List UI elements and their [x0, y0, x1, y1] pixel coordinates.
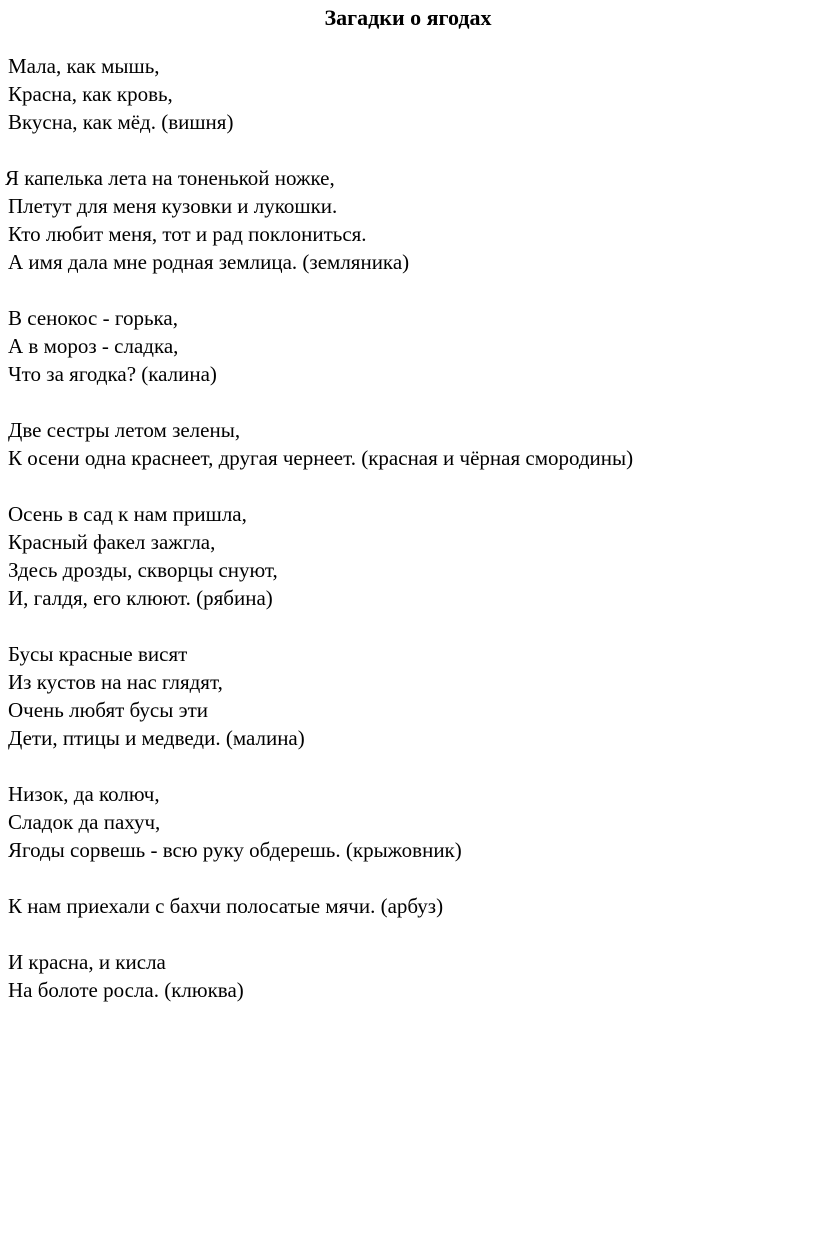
- riddle-line: Осень в сад к нам пришла,: [8, 502, 247, 526]
- riddle-line: Из кустов на нас глядят,: [8, 670, 223, 694]
- riddle-8: [8, 892, 808, 920]
- riddle-line: Очень любят бусы эти: [8, 698, 209, 722]
- riddle-line: Низок, да колюч,: [8, 782, 160, 806]
- riddle-line: В сенокос - горька,: [8, 306, 178, 330]
- riddle-2: [5, 164, 808, 276]
- riddle-line: А в мороз - сладка,: [8, 334, 179, 358]
- riddle-line: Вкусна, как мёд. (вишня): [8, 110, 234, 134]
- riddle-line: Мала, как мышь,: [8, 54, 160, 78]
- riddle-line: К нам приехали с бахчи полосатые мячи. (арбуз): [8, 894, 444, 918]
- riddle-6: [8, 640, 808, 752]
- riddle-line: Две сестры летом зелены,: [8, 418, 241, 442]
- riddle-4: [8, 416, 808, 472]
- riddle-5: [8, 500, 808, 612]
- riddle-7: [8, 780, 808, 864]
- riddle-line: На болоте росла. (клюква): [8, 978, 244, 1002]
- riddle-list: [5, 52, 808, 1032]
- document-title: Загадки о ягодах: [324, 5, 492, 30]
- riddle-line: Сладок да пахуч,: [8, 810, 161, 834]
- riddle-line: Красна, как кровь,: [8, 82, 173, 106]
- riddle-line: Кто любит меня, тот и рад поклониться.: [8, 222, 367, 246]
- riddle-3: [8, 304, 808, 388]
- riddle-line: Дети, птицы и медведи. (малина): [8, 726, 305, 750]
- riddle-line: А имя дала мне родная землица. (земляника): [8, 250, 410, 274]
- riddle-line: К осени одна краснеет, другая чернеет. (красная и чёрная смородины): [8, 446, 634, 470]
- riddle-line: Ягоды сорвешь - всю руку обдерешь. (крыжовник): [8, 838, 462, 862]
- riddle-line: И, галдя, его клюют. (рябина): [8, 586, 273, 610]
- riddle-9: [8, 948, 808, 1004]
- riddle-line: Что за ягодка? (калина): [8, 362, 217, 386]
- riddle-line: Я капелька лета на тоненькой ножке,: [5, 166, 335, 190]
- riddle-line: Бусы красные висят: [8, 642, 188, 666]
- riddle-1: [8, 52, 808, 136]
- riddle-line: Здесь дрозды, скворцы снуют,: [8, 558, 278, 582]
- riddle-line: Плетут для меня кузовки и лукошки.: [8, 194, 338, 218]
- riddle-line: Красный факел зажгла,: [8, 530, 216, 554]
- riddle-line: И красна, и кисла: [8, 950, 166, 974]
